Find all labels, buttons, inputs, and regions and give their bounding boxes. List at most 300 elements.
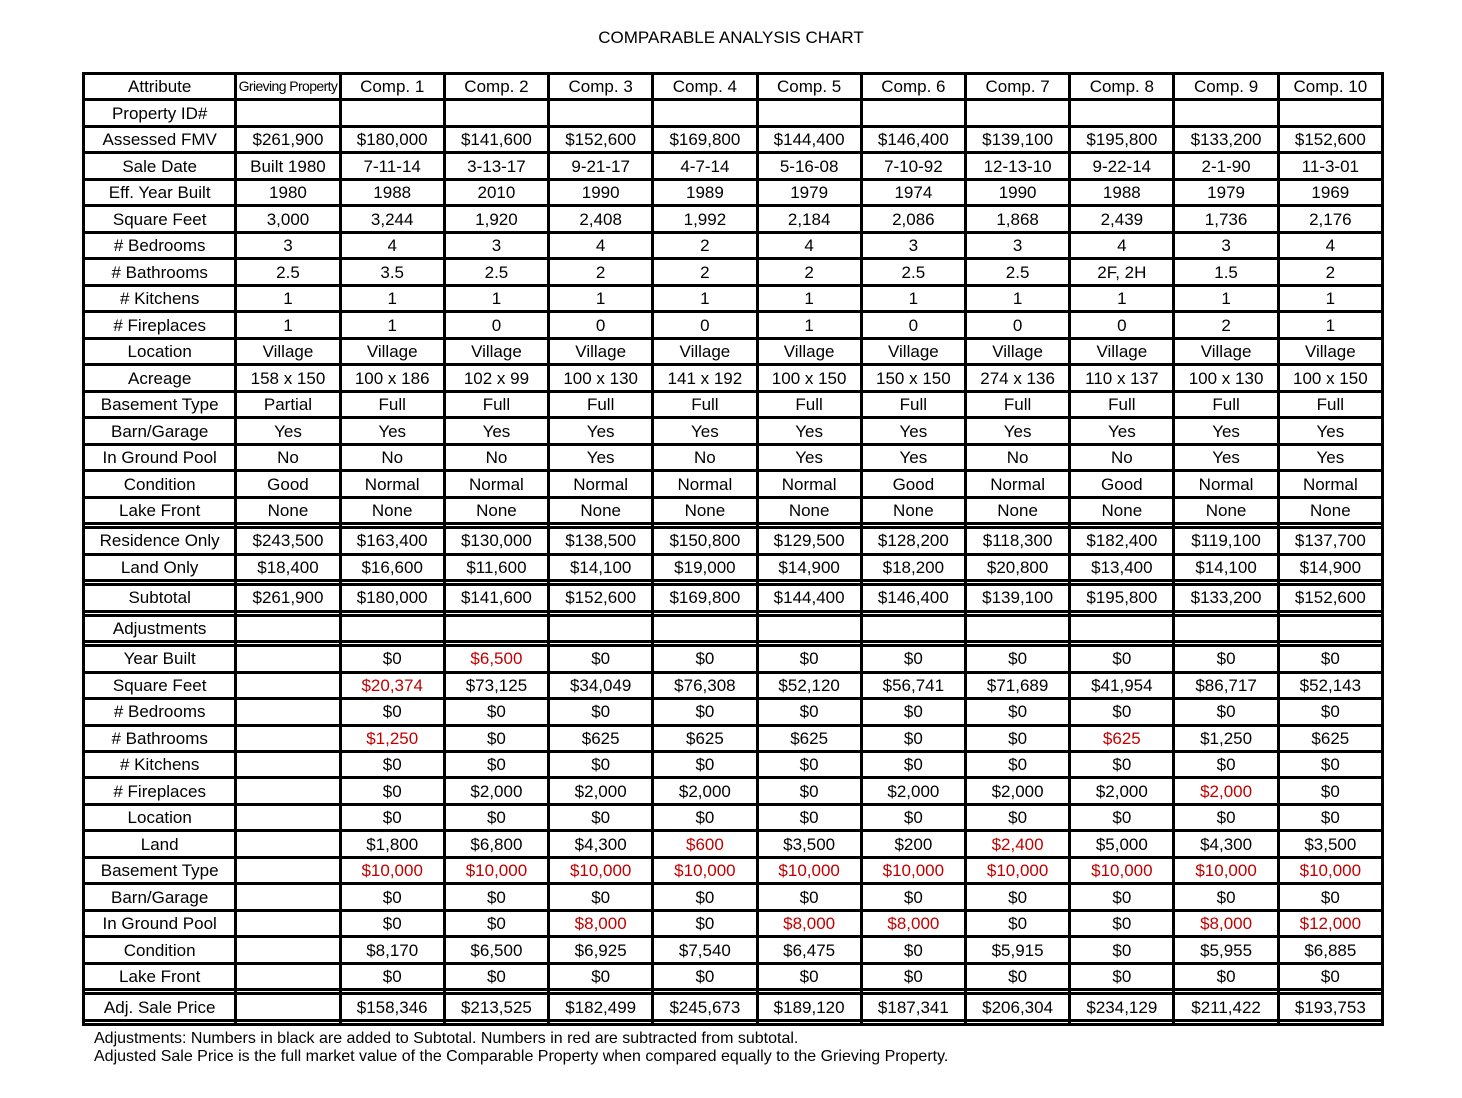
table-cell xyxy=(236,831,340,857)
table-cell: 3 xyxy=(861,232,965,258)
table-cell: 1 xyxy=(236,285,340,311)
table-cell: $0 xyxy=(1278,778,1382,804)
table-cell: $0 xyxy=(549,646,653,672)
table-cell: $18,400 xyxy=(236,554,340,580)
table-cell: None xyxy=(549,497,653,523)
table-cell: $0 xyxy=(757,751,861,777)
table-cell: $0 xyxy=(340,778,444,804)
table-cell: Good xyxy=(236,471,340,497)
row-label: Barn/Garage xyxy=(84,418,236,444)
table-cell xyxy=(549,615,653,641)
table-cell: 1 xyxy=(549,285,653,311)
column-header: Grieving Property xyxy=(236,74,340,100)
table-cell: $0 xyxy=(549,751,653,777)
row-label: # Kitchens xyxy=(84,751,236,777)
row-label: Lake Front xyxy=(84,963,236,989)
table-cell: $41,954 xyxy=(1070,672,1174,698)
table-row xyxy=(84,312,1383,338)
table-cell: 2,184 xyxy=(757,206,861,232)
table-cell: $16,600 xyxy=(340,554,444,580)
table-cell: 1 xyxy=(340,312,444,338)
table-cell: $0 xyxy=(444,963,548,989)
table-cell: $0 xyxy=(1278,884,1382,910)
table-cell: 9-22-14 xyxy=(1070,153,1174,179)
table-cell: $182,400 xyxy=(1070,528,1174,554)
table-cell: $0 xyxy=(1070,699,1174,725)
table-cell xyxy=(965,100,1069,126)
table-cell: $152,600 xyxy=(549,585,653,611)
table-cell: None xyxy=(653,497,757,523)
table-cell: $4,300 xyxy=(549,831,653,857)
row-label: Adjustments xyxy=(84,615,236,641)
table-cell: $0 xyxy=(965,751,1069,777)
header-row xyxy=(84,74,1383,100)
table-cell: 3 xyxy=(1174,232,1278,258)
row-label: In Ground Pool xyxy=(84,910,236,936)
table-cell: Village xyxy=(236,338,340,364)
table-cell: $261,900 xyxy=(236,585,340,611)
table-cell: 1 xyxy=(236,312,340,338)
table-cell: 3,244 xyxy=(340,206,444,232)
table-cell: Yes xyxy=(340,418,444,444)
table-cell: Yes xyxy=(1278,418,1382,444)
table-row xyxy=(84,100,1383,126)
table-cell: 7-11-14 xyxy=(340,153,444,179)
table-cell: 1974 xyxy=(861,179,965,205)
row-label: Year Built xyxy=(84,646,236,672)
row-label: In Ground Pool xyxy=(84,444,236,470)
table-cell xyxy=(340,1020,444,1024)
table-cell: $6,885 xyxy=(1278,937,1382,963)
table-cell: 1980 xyxy=(236,179,340,205)
table-cell: Normal xyxy=(1278,471,1382,497)
table-cell: $2,000 xyxy=(861,778,965,804)
table-row xyxy=(84,699,1383,725)
table-cell: $0 xyxy=(965,884,1069,910)
table-row xyxy=(84,126,1383,152)
table-cell xyxy=(236,672,340,698)
table-cell: $0 xyxy=(1070,963,1174,989)
table-cell: 1988 xyxy=(1070,179,1174,205)
table-cell xyxy=(236,100,340,126)
table-cell: Village xyxy=(1070,338,1174,364)
table-cell: $119,100 xyxy=(1174,528,1278,554)
table-cell: $0 xyxy=(1174,699,1278,725)
table-row xyxy=(84,725,1383,751)
table-cell xyxy=(236,646,340,672)
table-cell: $129,500 xyxy=(757,528,861,554)
table-cell xyxy=(236,937,340,963)
row-label: Square Feet xyxy=(84,672,236,698)
table-cell: $0 xyxy=(653,751,757,777)
row-label: Residence Only xyxy=(84,528,236,554)
table-cell: $0 xyxy=(340,699,444,725)
table-cell: Village xyxy=(1174,338,1278,364)
row-label: Location xyxy=(84,804,236,830)
table-cell: $4,300 xyxy=(1174,831,1278,857)
table-cell: 2,408 xyxy=(549,206,653,232)
comparable-analysis-table xyxy=(82,72,1384,1026)
table-cell: 1 xyxy=(653,285,757,311)
table-row xyxy=(84,259,1383,285)
table-cell: $18,200 xyxy=(861,554,965,580)
table-cell: $13,400 xyxy=(1070,554,1174,580)
table-cell: 150 x 150 xyxy=(861,365,965,391)
column-header: Comp. 10 xyxy=(1278,74,1382,100)
table-cell: $14,900 xyxy=(1278,554,1382,580)
table-cell: $0 xyxy=(1070,910,1174,936)
table-cell: 4-7-14 xyxy=(653,153,757,179)
table-cell: $0 xyxy=(757,646,861,672)
table-cell: $625 xyxy=(549,725,653,751)
table-cell: Full xyxy=(340,391,444,417)
table-cell: $0 xyxy=(1174,751,1278,777)
table-cell: Yes xyxy=(1174,418,1278,444)
table-cell: Village xyxy=(861,338,965,364)
table-cell: $261,900 xyxy=(236,126,340,152)
table-cell: $0 xyxy=(1070,884,1174,910)
table-cell: $0 xyxy=(861,699,965,725)
table-cell xyxy=(1278,100,1382,126)
table-cell: Full xyxy=(1278,391,1382,417)
table-cell: 0 xyxy=(1070,312,1174,338)
table-row xyxy=(84,471,1383,497)
row-label: Property ID# xyxy=(84,100,236,126)
table-cell: $245,673 xyxy=(653,994,757,1020)
table-cell: Full xyxy=(1174,391,1278,417)
table-cell xyxy=(1278,615,1382,641)
table-cell: Normal xyxy=(653,471,757,497)
table-cell: $20,800 xyxy=(965,554,1069,580)
column-header: Comp. 2 xyxy=(444,74,548,100)
table-cell: $2,000 xyxy=(653,778,757,804)
table-cell: $0 xyxy=(1278,751,1382,777)
table-cell: $6,800 xyxy=(444,831,548,857)
table-cell: $19,000 xyxy=(653,554,757,580)
table-cell: $0 xyxy=(965,725,1069,751)
table-cell: 3 xyxy=(236,232,340,258)
table-cell: $0 xyxy=(549,804,653,830)
table-cell: $180,000 xyxy=(340,126,444,152)
table-cell xyxy=(236,963,340,989)
table-cell: $0 xyxy=(340,884,444,910)
table-cell: $0 xyxy=(1174,963,1278,989)
row-label: # Kitchens xyxy=(84,285,236,311)
table-cell-subtracted: $10,000 xyxy=(1174,857,1278,883)
table-cell: $152,600 xyxy=(549,126,653,152)
table-cell-subtracted: $600 xyxy=(653,831,757,857)
table-cell: Yes xyxy=(965,418,1069,444)
row-label: Condition xyxy=(84,471,236,497)
table-cell-subtracted: $8,000 xyxy=(757,910,861,936)
table-row xyxy=(84,585,1383,611)
table-row xyxy=(84,857,1383,883)
table-cell: $0 xyxy=(1174,804,1278,830)
table-cell: $73,125 xyxy=(444,672,548,698)
table-cell: $0 xyxy=(444,725,548,751)
table-cell: $0 xyxy=(340,804,444,830)
page-title: COMPARABLE ANALYSIS CHART xyxy=(598,28,864,47)
table-cell: 158 x 150 xyxy=(236,365,340,391)
table-cell: $139,100 xyxy=(965,126,1069,152)
table-cell-subtracted: $8,000 xyxy=(549,910,653,936)
table-cell: $0 xyxy=(757,804,861,830)
row-label: Land Only xyxy=(84,554,236,580)
table-cell: 2,439 xyxy=(1070,206,1174,232)
table-cell-subtracted: $10,000 xyxy=(549,857,653,883)
table-cell: 1989 xyxy=(653,179,757,205)
table-cell xyxy=(236,1020,340,1024)
table-cell: $0 xyxy=(861,751,965,777)
column-header: Comp. 8 xyxy=(1070,74,1174,100)
table-cell: $0 xyxy=(444,910,548,936)
table-cell: $141,600 xyxy=(444,126,548,152)
table-cell-subtracted: $12,000 xyxy=(1278,910,1382,936)
table-cell: $138,500 xyxy=(549,528,653,554)
table-cell-subtracted: $8,000 xyxy=(861,910,965,936)
table-row xyxy=(84,365,1383,391)
table-cell: $206,304 xyxy=(965,994,1069,1020)
table-cell: $139,100 xyxy=(965,585,1069,611)
table-cell: $3,500 xyxy=(757,831,861,857)
table-cell: $0 xyxy=(549,963,653,989)
table-cell xyxy=(1174,1020,1278,1024)
table-cell: $146,400 xyxy=(861,126,965,152)
table-cell: Village xyxy=(653,338,757,364)
table-cell: 1 xyxy=(861,285,965,311)
table-cell xyxy=(861,615,965,641)
table-row xyxy=(84,1020,1383,1024)
row-label: Land xyxy=(84,831,236,857)
table-cell: $180,000 xyxy=(340,585,444,611)
table-cell: $0 xyxy=(653,884,757,910)
table-cell: $14,100 xyxy=(549,554,653,580)
table-cell: $52,143 xyxy=(1278,672,1382,698)
table-cell: Yes xyxy=(861,418,965,444)
table-cell: 1979 xyxy=(1174,179,1278,205)
row-label: Location xyxy=(84,338,236,364)
row-label: Lake Front xyxy=(84,497,236,523)
table-cell: $6,475 xyxy=(757,937,861,963)
table-cell xyxy=(236,778,340,804)
table-cell: 3-13-17 xyxy=(444,153,548,179)
table-cell: $0 xyxy=(340,963,444,989)
table-cell: $146,400 xyxy=(861,585,965,611)
table-cell: No xyxy=(965,444,1069,470)
table-cell xyxy=(653,615,757,641)
table-cell: $0 xyxy=(965,963,1069,989)
table-cell-subtracted: $10,000 xyxy=(340,857,444,883)
row-label: # Bedrooms xyxy=(84,699,236,725)
table-cell: 2.5 xyxy=(444,259,548,285)
table-cell-subtracted: $10,000 xyxy=(444,857,548,883)
table-row xyxy=(84,751,1383,777)
table-cell: $0 xyxy=(1278,963,1382,989)
table-cell: $0 xyxy=(861,884,965,910)
table-cell: Village xyxy=(1278,338,1382,364)
table-cell: $3,500 xyxy=(1278,831,1382,857)
table-cell: $200 xyxy=(861,831,965,857)
table-cell xyxy=(236,751,340,777)
table-cell: 4 xyxy=(1070,232,1174,258)
table-cell: $0 xyxy=(1070,937,1174,963)
table-cell: $169,800 xyxy=(653,126,757,152)
table-cell: Yes xyxy=(444,418,548,444)
table-cell: 1990 xyxy=(549,179,653,205)
table-cell xyxy=(861,1020,965,1024)
table-cell xyxy=(653,100,757,126)
table-cell: $158,346 xyxy=(340,994,444,1020)
table-cell: 3 xyxy=(444,232,548,258)
table-cell xyxy=(236,994,340,1020)
table-cell: $0 xyxy=(757,884,861,910)
table-cell: 5-16-08 xyxy=(757,153,861,179)
table-cell-subtracted: $10,000 xyxy=(861,857,965,883)
table-cell: Good xyxy=(861,471,965,497)
row-label: # Bathrooms xyxy=(84,725,236,751)
table-cell: Yes xyxy=(1070,418,1174,444)
table-cell: 9-21-17 xyxy=(549,153,653,179)
table-cell: 7-10-92 xyxy=(861,153,965,179)
table-cell: 1,736 xyxy=(1174,206,1278,232)
table-cell: Village xyxy=(444,338,548,364)
row-label: Assessed FMV xyxy=(84,126,236,152)
table-cell xyxy=(549,100,653,126)
table-cell: 3 xyxy=(965,232,1069,258)
table-cell: $2,000 xyxy=(1070,778,1174,804)
table-cell: Yes xyxy=(653,418,757,444)
table-cell: Village xyxy=(549,338,653,364)
table-cell: 2 xyxy=(757,259,861,285)
table-cell: $0 xyxy=(1174,646,1278,672)
table-cell: Full xyxy=(549,391,653,417)
table-cell xyxy=(340,100,444,126)
table-cell xyxy=(236,725,340,751)
table-row xyxy=(84,778,1383,804)
table-cell: 0 xyxy=(653,312,757,338)
table-cell: Full xyxy=(1070,391,1174,417)
table-cell: 2-1-90 xyxy=(1174,153,1278,179)
table-cell: $0 xyxy=(444,699,548,725)
table-cell xyxy=(236,615,340,641)
table-cell: $0 xyxy=(965,910,1069,936)
table-cell: Normal xyxy=(444,471,548,497)
table-cell: $52,120 xyxy=(757,672,861,698)
table-cell: $5,955 xyxy=(1174,937,1278,963)
table-cell: $71,689 xyxy=(965,672,1069,698)
table-cell: $243,500 xyxy=(236,528,340,554)
table-cell: 0 xyxy=(444,312,548,338)
table-cell xyxy=(236,910,340,936)
table-cell: $195,800 xyxy=(1070,126,1174,152)
table-cell: Yes xyxy=(236,418,340,444)
column-header: Comp. 9 xyxy=(1174,74,1278,100)
table-cell: $130,000 xyxy=(444,528,548,554)
row-label: Acreage xyxy=(84,365,236,391)
table-cell: Yes xyxy=(549,418,653,444)
table-cell: $5,000 xyxy=(1070,831,1174,857)
table-cell: 1990 xyxy=(965,179,1069,205)
table-cell xyxy=(236,699,340,725)
table-cell: Normal xyxy=(340,471,444,497)
table-cell: Yes xyxy=(861,444,965,470)
row-label: # Fireplaces xyxy=(84,312,236,338)
table-cell: 1,920 xyxy=(444,206,548,232)
table-row xyxy=(84,206,1383,232)
table-row xyxy=(84,937,1383,963)
table-cell: $0 xyxy=(861,725,965,751)
table-cell: $14,100 xyxy=(1174,554,1278,580)
table-cell-subtracted: $625 xyxy=(1070,725,1174,751)
table-cell: No xyxy=(236,444,340,470)
row-label: Condition xyxy=(84,937,236,963)
table-cell xyxy=(965,615,1069,641)
table-cell: 2 xyxy=(1278,259,1382,285)
table-cell: 2,176 xyxy=(1278,206,1382,232)
table-cell: 1 xyxy=(965,285,1069,311)
row-label: Basement Type xyxy=(84,857,236,883)
table-cell: Yes xyxy=(549,444,653,470)
table-cell: $163,400 xyxy=(340,528,444,554)
table-cell: $0 xyxy=(653,963,757,989)
table-cell: 1969 xyxy=(1278,179,1382,205)
row-label: # Fireplaces xyxy=(84,778,236,804)
table-cell-subtracted: $10,000 xyxy=(965,857,1069,883)
table-cell: $8,170 xyxy=(340,937,444,963)
table-cell: $189,120 xyxy=(757,994,861,1020)
table-cell xyxy=(236,884,340,910)
table-row xyxy=(84,285,1383,311)
table-cell: $169,800 xyxy=(653,585,757,611)
table-cell xyxy=(757,615,861,641)
table-cell: 2F, 2H xyxy=(1070,259,1174,285)
table-row xyxy=(84,646,1383,672)
table-cell: $152,600 xyxy=(1278,585,1382,611)
table-cell: $0 xyxy=(757,699,861,725)
table-cell: $195,800 xyxy=(1070,585,1174,611)
table-cell: $0 xyxy=(757,963,861,989)
table-row xyxy=(84,884,1383,910)
table-cell: $2,000 xyxy=(444,778,548,804)
table-cell: No xyxy=(1070,444,1174,470)
table-cell: $7,540 xyxy=(653,937,757,963)
table-cell-subtracted: $2,000 xyxy=(1174,778,1278,804)
table-cell-subtracted: $10,000 xyxy=(1070,857,1174,883)
table-cell: Normal xyxy=(549,471,653,497)
footnote-adjustments: Adjustments: Numbers in black are added to Subtotal. Numbers in red are subtracted from subtotal. xyxy=(94,1030,799,1047)
table-cell: $0 xyxy=(653,910,757,936)
column-header: Comp. 4 xyxy=(653,74,757,100)
table-cell: $0 xyxy=(340,646,444,672)
table-cell xyxy=(444,615,548,641)
table-cell: $0 xyxy=(861,937,965,963)
table-cell: 2 xyxy=(653,259,757,285)
table-row xyxy=(84,444,1383,470)
table-cell: 2 xyxy=(549,259,653,285)
table-cell: $6,925 xyxy=(549,937,653,963)
table-cell: $1,800 xyxy=(340,831,444,857)
table-cell: $0 xyxy=(1278,699,1382,725)
table-cell: Village xyxy=(340,338,444,364)
table-cell: 4 xyxy=(340,232,444,258)
row-label: Eff. Year Built xyxy=(84,179,236,205)
table-cell: 100 x 186 xyxy=(340,365,444,391)
table-cell: 1 xyxy=(1278,312,1382,338)
table-cell: Full xyxy=(444,391,548,417)
table-cell: 2 xyxy=(653,232,757,258)
table-cell: 2 xyxy=(1174,312,1278,338)
table-cell-subtracted: $6,500 xyxy=(444,646,548,672)
